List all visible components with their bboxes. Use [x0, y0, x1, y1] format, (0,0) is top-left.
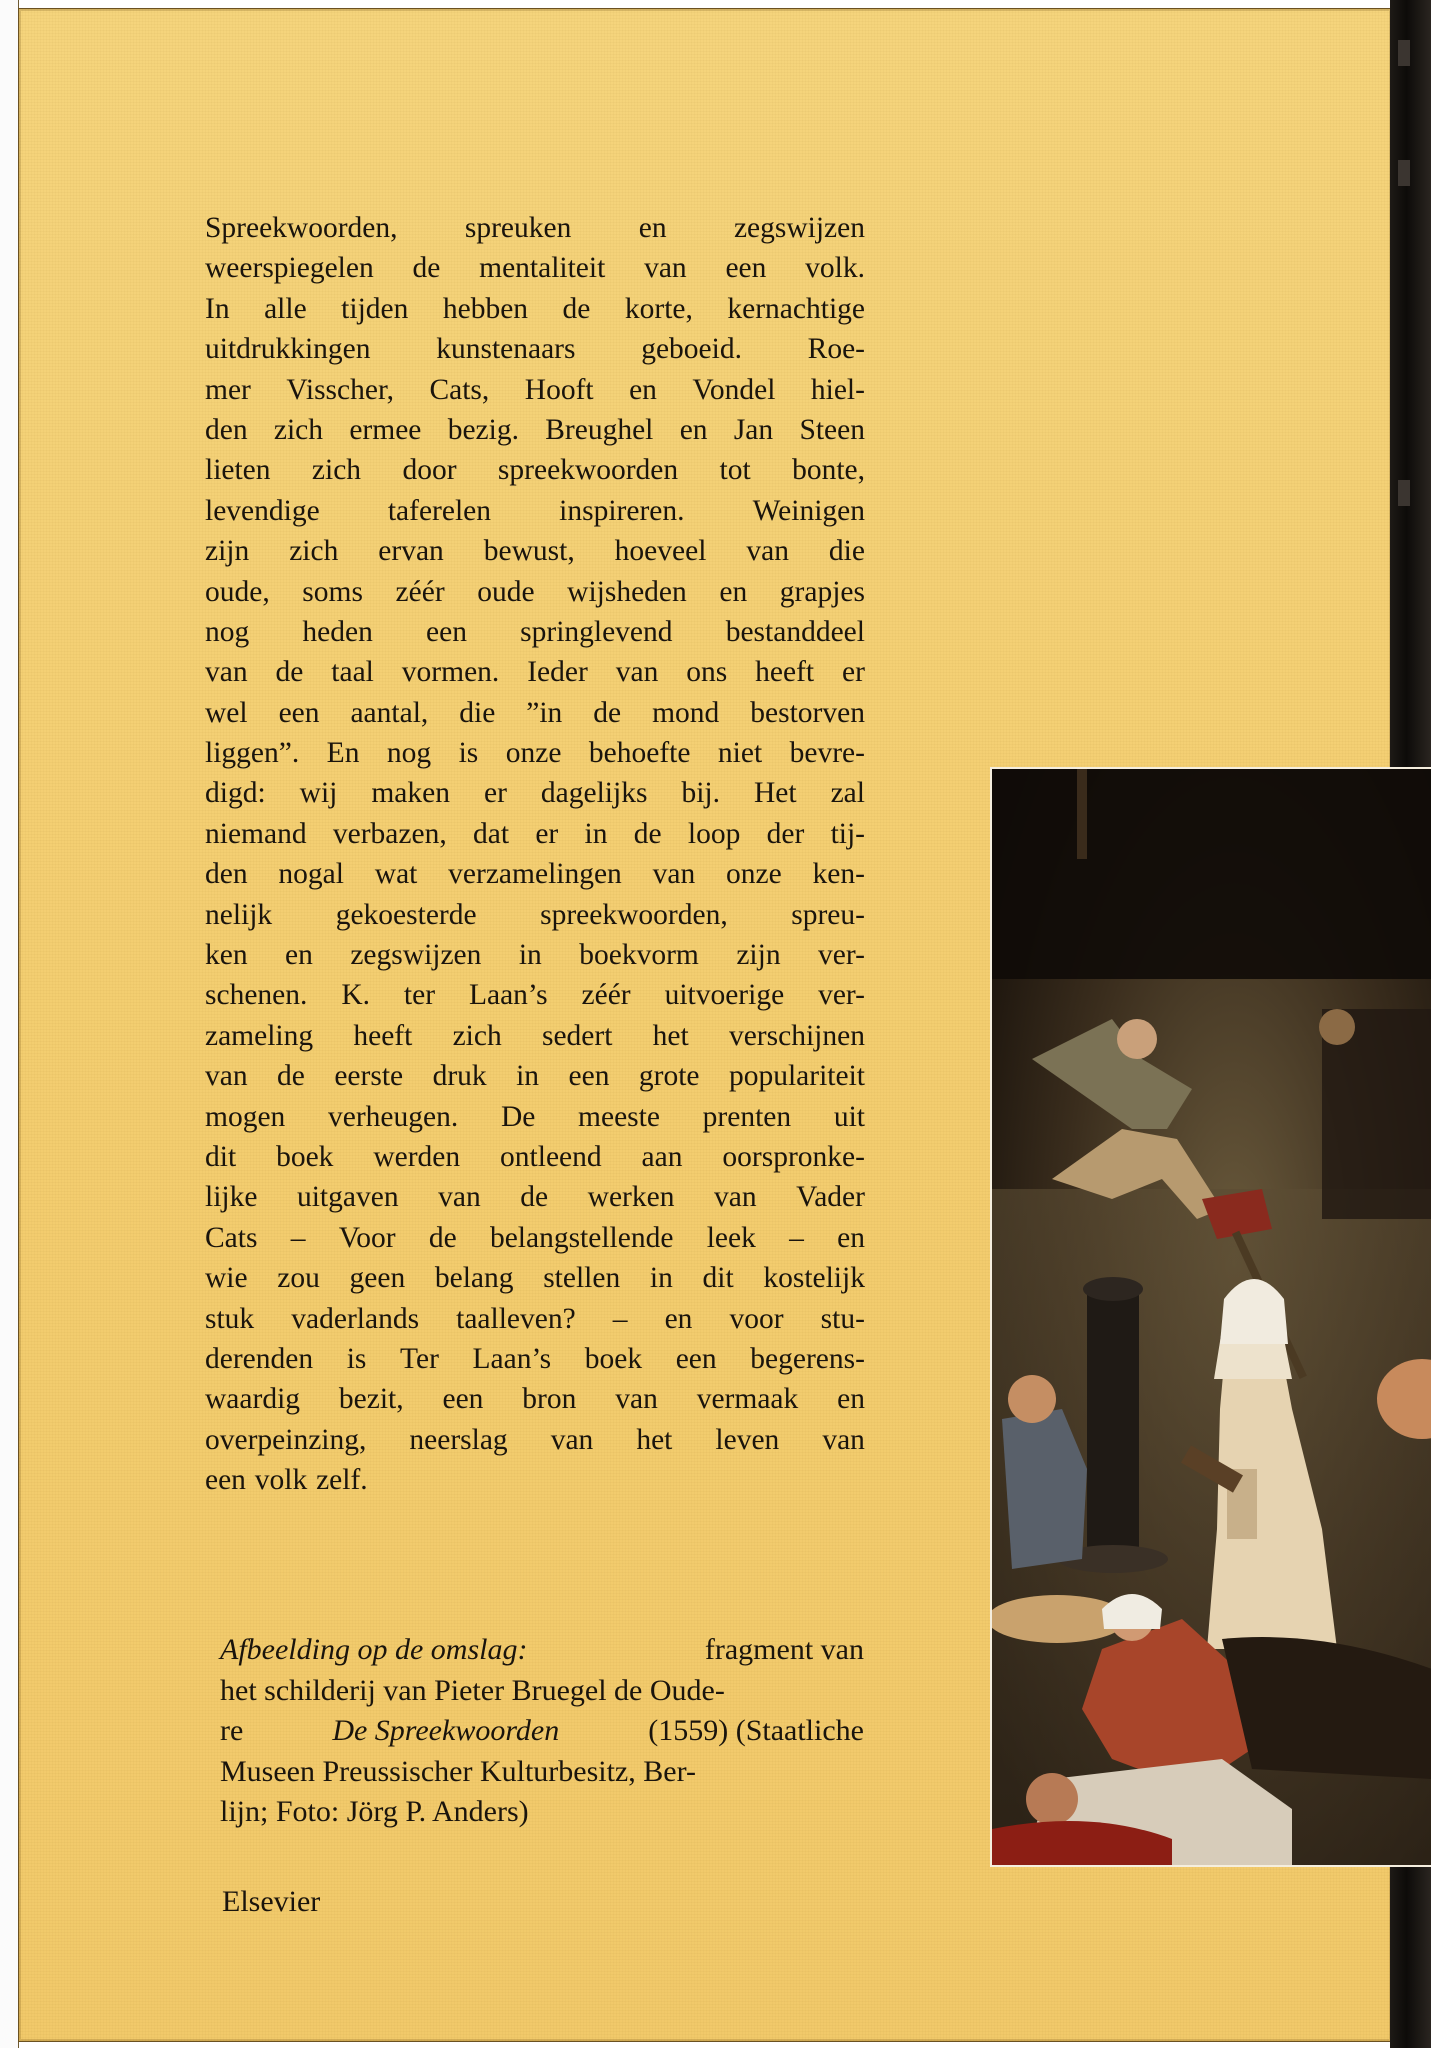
- caption-text: het schilderij van Pieter Bruegel de Oude-: [220, 1673, 725, 1707]
- publisher-name: Elsevier: [222, 1885, 321, 1918]
- blurb-line: waardig bezit, een bron van vermaak en: [205, 1383, 865, 1416]
- spine-mark: [1398, 480, 1410, 506]
- caption-line: [220, 1630, 864, 1671]
- blurb-line: van de taal vormen. Ieder van ons heeft er: [205, 656, 865, 689]
- blurb-line: ken en zegswijzen in boekvorm zijn ver-: [205, 939, 865, 972]
- caption-label: Afbeelding op de omslag:: [220, 1633, 528, 1666]
- blurb-line: niemand verbazen, dat er in de loop der tij-: [205, 817, 865, 850]
- blurb-line: digd: wij maken er dagelijks bij. Het zal: [205, 777, 865, 810]
- blurb-line: zijn zich ervan bewust, hoeveel van die: [205, 535, 865, 568]
- painting-title: De Spreekwoorden: [332, 1714, 560, 1747]
- blurb-line: stuk vaderlands taalleven? – en voor stu-: [205, 1302, 865, 1335]
- blurb-line: wel een aantal, die ”in de mond bestorven: [205, 696, 865, 729]
- blurb-line: lieten zich door spreekwoorden tot bonte,: [205, 454, 865, 487]
- blurb-line: schenen. K. ter Laan’s zéér uitvoerige ver-: [205, 979, 865, 1012]
- painting-fragment-image: [990, 767, 1431, 1867]
- caption-text: re: [220, 1714, 244, 1747]
- caption-line: [220, 1752, 864, 1793]
- blurb-line: overpeinzing, neerslag van het leven van: [205, 1423, 865, 1456]
- blurb-line: nog heden een springlevend bestanddeel: [205, 615, 865, 648]
- blurb-line: zameling heeft zich sedert het verschijnen: [205, 1019, 865, 1052]
- spine-mark: [1398, 40, 1410, 66]
- blurb-line: van de eerste druk in een grote populariteit: [205, 1060, 865, 1093]
- blurb-line: een volk zelf.: [205, 1464, 368, 1497]
- blurb-line: liggen”. En nog is onze behoefte niet bevre-: [205, 737, 865, 770]
- blurb-line: mer Visscher, Cats, Hooft en Vondel hiel-: [205, 373, 865, 406]
- caption-line: [220, 1671, 864, 1712]
- caption-text: Museen Preussischer Kulturbesitz, Ber-: [220, 1754, 696, 1788]
- blurb-line: wie zou geen belang stellen in dit kostelijk: [205, 1262, 865, 1295]
- caption-text: (1559) (Staatliche: [648, 1714, 864, 1747]
- blurb-line: Spreekwoorden, spreuken en zegswijzen: [205, 212, 865, 244]
- page-edge: [0, 0, 19, 2048]
- caption-text: lijn; Foto: Jörg P. Anders): [220, 1795, 529, 1828]
- caption-text: fragment van: [704, 1633, 864, 1666]
- blurb-line: In alle tijden hebben de korte, kernachtige: [205, 292, 865, 325]
- blurb-line: uitdrukkingen kunstenaars geboeid. Roe-: [205, 333, 865, 366]
- blurb-line: nelijk gekoesterde spreekwoorden, spreu-: [205, 898, 865, 931]
- blurb-line: oude, soms zéér oude wijsheden en grapjes: [205, 575, 865, 608]
- blurb-line: lijke uitgaven van de werken van Vader: [205, 1181, 865, 1214]
- blurb-line: den zich ermee bezig. Breughel en Jan Steen: [205, 413, 865, 446]
- blurb-line: levendige taferelen inspireren. Weinigen: [205, 494, 865, 527]
- caption-line: [220, 1792, 864, 1833]
- blurb-line: mogen verheugen. De meeste prenten uit: [205, 1100, 865, 1133]
- blurb-text: [205, 208, 865, 1501]
- blurb-line: weerspiegelen de mentaliteit van een volk.: [205, 252, 865, 285]
- cover-illustration-caption: [220, 1630, 864, 1833]
- blurb-line: derenden is Ter Laan’s boek een begerens-: [205, 1342, 865, 1375]
- blurb-line: den nogal wat verzamelingen van onze ken-: [205, 858, 865, 891]
- spine-mark: [1398, 160, 1410, 186]
- painting-illustration: [992, 769, 1431, 1865]
- caption-line: [220, 1711, 864, 1752]
- blurb-line: dit boek werden ontleend aan oorspronke-: [205, 1140, 865, 1173]
- blurb-line: Cats – Voor de belangstellende leek – en: [205, 1221, 865, 1254]
